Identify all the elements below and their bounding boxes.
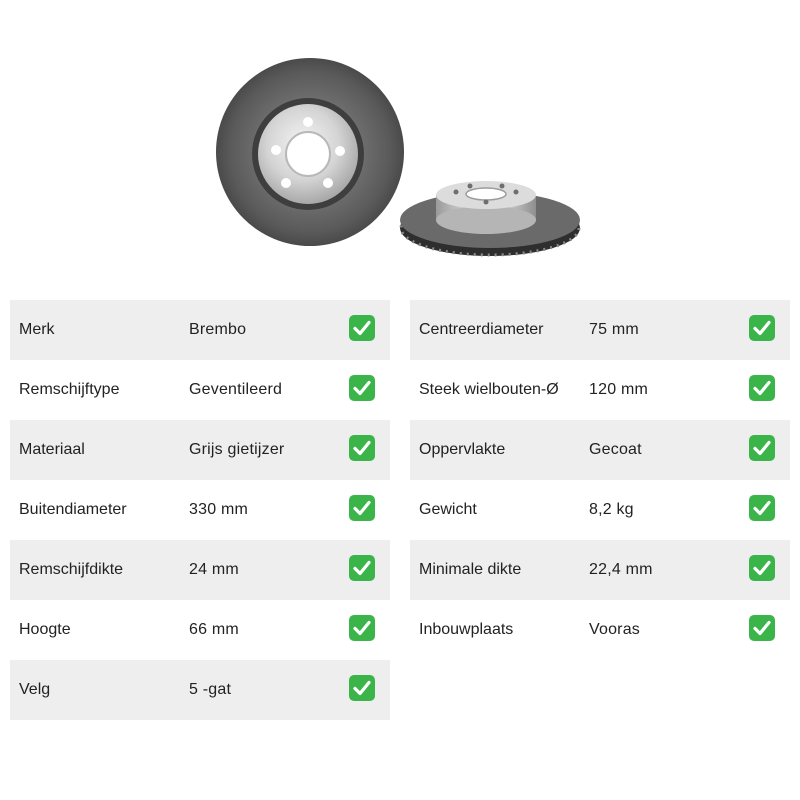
check-icon (749, 435, 775, 461)
spec-label: Gewicht (419, 501, 477, 518)
spec-row (410, 540, 790, 600)
spec-value: 75 mm (589, 321, 639, 338)
check-icon (749, 375, 775, 401)
spec-table-left (10, 300, 390, 720)
bolt-hole (514, 190, 519, 195)
bolt-hole (271, 145, 281, 155)
spec-label: Steek wielbouten-Ø (419, 381, 559, 398)
spec-label: Materiaal (19, 441, 85, 458)
check-icon (749, 615, 775, 641)
spec-row (10, 600, 390, 660)
brake-disc-image (200, 50, 600, 280)
check-icon (749, 495, 775, 521)
spec-label: Velg (19, 681, 51, 698)
spec-value: 330 mm (189, 501, 248, 518)
spec-label: Remschijftype (19, 381, 120, 398)
bolt-hole (500, 184, 505, 189)
spec-label: Merk (19, 321, 55, 338)
spec-row (410, 360, 790, 420)
check-icon (349, 375, 375, 401)
spec-row (10, 660, 390, 720)
bolt-hole (454, 190, 459, 195)
bolt-hole (468, 184, 473, 189)
spec-label: Centreerdiameter (419, 321, 544, 338)
check-icon (349, 615, 375, 641)
spec-row (10, 360, 390, 420)
check-icon (349, 315, 375, 341)
spec-value: Geventileerd (189, 381, 283, 398)
rear-disc-center-bore (466, 188, 506, 200)
check-icon (349, 675, 375, 701)
spec-row (10, 300, 390, 360)
spec-label: Inbouwplaats (419, 621, 514, 638)
spec-value: 5 -gat (189, 681, 232, 698)
spec-value: Brembo (189, 321, 247, 338)
spec-row (10, 480, 390, 540)
spec-label: Minimale dikte (419, 561, 522, 578)
spec-table-right (410, 300, 790, 660)
spec-value: 120 mm (589, 381, 648, 398)
spec-value: 24 mm (189, 561, 239, 578)
spec-label: Oppervlakte (419, 441, 506, 458)
spec-value: Gecoat (589, 441, 642, 458)
spec-value: Grijs gietijzer (189, 441, 285, 458)
brake-disc-illustration (200, 50, 600, 280)
check-icon (749, 555, 775, 581)
spec-label: Hoogte (19, 621, 71, 638)
check-icon (349, 495, 375, 521)
check-icon (349, 435, 375, 461)
bolt-hole (484, 200, 489, 205)
spec-row (10, 420, 390, 480)
bolt-hole (323, 178, 333, 188)
spec-value: 8,2 kg (589, 501, 634, 518)
spec-row (410, 420, 790, 480)
bolt-hole (281, 178, 291, 188)
spec-row (410, 600, 790, 660)
rear-disc-hub-base (436, 206, 536, 234)
spec-value: 66 mm (189, 621, 239, 638)
spec-value: Vooras (589, 621, 641, 638)
spec-row (410, 300, 790, 360)
spec-value: 22,4 mm (589, 561, 653, 578)
spec-label: Remschijfdikte (19, 561, 124, 578)
spec-row (410, 480, 790, 540)
bolt-hole (335, 146, 345, 156)
check-icon (749, 315, 775, 341)
front-disc-center-bore (286, 132, 330, 176)
spec-row (10, 540, 390, 600)
check-icon (349, 555, 375, 581)
spec-label: Buitendiameter (19, 501, 127, 518)
bolt-hole (303, 117, 313, 127)
